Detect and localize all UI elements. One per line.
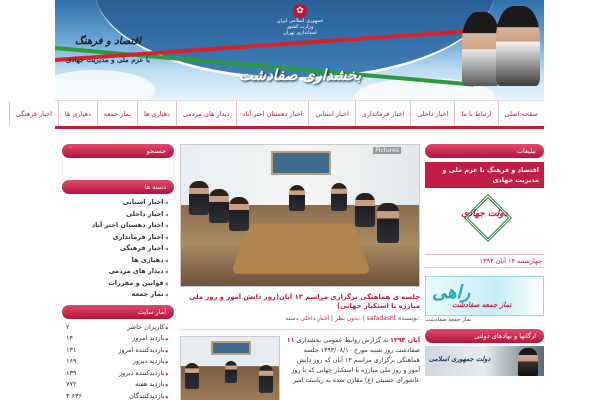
stat-row [66,391,168,400]
friday-prayer-banner[interactable] [425,276,544,316]
ads-title: تبلیغات [425,144,544,158]
search-box-title: جستجو [62,144,174,158]
stat-label: بازدیدکننده امروز ● [118,345,168,357]
category-link[interactable]: اخبار دهستان اختر آباد ◀ [62,220,168,232]
organs-title: ارگانها و نهادهای دولتی [425,329,544,343]
portrait-image [518,348,538,376]
banner-text: دولت جمهوری اسلامی [429,355,491,363]
stat-label: بازدیدکننده دیروز ● [119,368,168,380]
author-meta-label: نویسنده: [398,315,420,322]
stat-label: بازدیدکنندگان ● [129,391,168,400]
government-banner[interactable] [425,346,544,376]
category-link[interactable]: اخبار فرهنگی ◀ [62,243,168,255]
logo-line: وزارت کشور [286,24,314,30]
divider [180,329,420,330]
sidebar-right [425,144,544,376]
photo-person [289,185,305,211]
photo-person [377,203,399,243]
search-box[interactable] [62,158,174,178]
category-link[interactable]: قوانین و مقررات ◀ [62,278,168,290]
categories-title: دسته ها [62,180,174,194]
main-content [180,144,420,400]
post-title-link[interactable]: جلسه ی هماهنگی برگزاری مراسم ۱۳ آبان(روز دانش آموز و روز ملی مبارزه با استکبار جهانی) [189,293,420,310]
slogan-title: اقتصاد و فرهنگ [74,36,142,47]
nav-item-cultural-news[interactable]: اخبار فرهنگی [9,101,58,126]
post-meta: بدون نظر | اخبار داخلی دسته: | safadasht نویسنده: [285,315,420,322]
post-thumbnail[interactable] [180,336,280,400]
stat-row [66,379,168,391]
portrait-image [462,12,500,86]
featured-post-image[interactable] [180,144,420,287]
stat-value: ۳ ۶۳۶ [66,391,83,400]
post-date: ۱۱ آبان ۱۳۹۳ [286,337,420,344]
site-stats-list [62,319,174,400]
post-body: به گزارش روابط عمومی بخشداری صفادشت روز شنبه مورخ ۱۳۹۳/۰۸/۱۰ جلسه هماهنگی برگزاری مراسم ۱۳ آبان که روز دانش آموز و روز ملی مبارزه با استکبار جهانی که با روز عاشورای حسینی (ع) مقارن شده به ریاست امیر [291,337,420,384]
prayer-caption: نماز جمعه صفادشت [425,317,472,323]
nav-item-friday-prayer[interactable]: نماز جمعه [97,101,137,126]
nav-item-home[interactable]: صفحه اصلی [498,101,544,126]
post-excerpt [180,336,420,400]
stat-value: ۲ [66,322,70,331]
emblem-icon: ✿ [293,4,307,18]
photo-label: Pictures [375,147,399,154]
nav-item-contact[interactable]: ارتباط با ما [454,101,497,126]
photo-person [259,365,273,393]
site-header [55,0,544,100]
stat-value: ۱۴ [66,334,73,342]
stat-value: ۷۷۲ [66,380,77,388]
stat-value: ۱۳۱ [66,345,77,354]
category-link[interactable]: اخبار داخلی [300,315,330,322]
nav-item-akhtarabad-news[interactable]: اخبار دهستان اختر آباد [236,101,309,126]
seal-icon [457,199,513,243]
category-link[interactable]: اخبار فرمانداری ◀ [62,232,168,244]
ad-banner-text[interactable]: اقتصاد و فرهنگ با عزم ملی و مدیریت جهادی [425,162,544,188]
stat-row [66,356,168,368]
stat-row [66,322,168,334]
cloud-decoration [55,70,155,100]
stat-row [66,368,168,380]
post-excerpt-text [286,336,420,386]
comments-link[interactable]: بدون نظر [334,315,359,322]
photo-person [209,189,229,223]
prayer-banner-title: راهی [432,282,471,303]
category-meta-label: دسته: [285,315,361,322]
categories-list [62,194,174,305]
photo-person [355,193,375,227]
photo-board [271,151,331,175]
stat-row [66,345,168,357]
stat-row [66,333,168,345]
nav-item-governorate-news[interactable]: اخبار فرمانداری [355,101,410,126]
stat-value: ۱۶۹ [66,357,77,365]
category-link[interactable]: اخبار داخلی ◀ [62,209,168,221]
nav-item-municipalities-2[interactable]: دهیاری ها [58,101,97,126]
category-link[interactable]: اخبار استانی ◀ [62,197,168,209]
logo-line: جمهوری اسلامی ایران [276,18,324,24]
stat-label: بازدید هفته ● [135,379,168,391]
prayer-banner-subtitle: نماز جمعه صفادشت [452,301,512,309]
slogan-subtitle: با عزم ملی و مدیریت جهادی [65,55,151,64]
category-link[interactable]: دهیاری ها ◀ [62,255,168,267]
nav-item-public-meetings[interactable]: دیدار های مردمی [176,101,236,126]
stat-value: ۱۳۹ [66,368,77,377]
leaders-portraits [462,4,542,86]
site-stats-title: آمار سایت [62,305,174,319]
photo-person [225,361,237,383]
category-link[interactable]: دیدار های مردمی ◀ [62,266,168,278]
main-navigation [15,100,544,129]
ad-logo[interactable] [425,188,544,254]
nav-item-internal-news[interactable]: اخبار داخلی [410,101,454,126]
stat-label: بازدید امروز ● [132,333,168,345]
photo-table [231,224,371,274]
government-emblem [260,4,340,36]
logo-line: استانداری تهران [283,30,317,36]
photo-person [189,181,209,215]
stat-label: بازدید دیروز ● [133,356,168,368]
nav-item-provincial-news[interactable]: اخبار استانی [308,101,354,126]
site-title[interactable]: بخشداری صفادشت [238,66,362,84]
sidebar-left [62,144,174,400]
photo-person [185,363,199,389]
author-link[interactable]: safadasht [366,315,397,322]
photo-person [331,183,347,211]
slogan-block [63,36,153,64]
photo-person [229,197,249,231]
nav-item-municipalities[interactable]: دهیاری ها [137,101,176,126]
seal-text: دولت جهادی [461,209,508,219]
portrait-image [496,6,540,86]
photo-board [211,341,251,355]
stat-label: کاربران حاضر ● [127,322,168,334]
current-date: چهارشنبه ۱۴ آبان ۱۳۹۳ [425,254,544,268]
category-link[interactable]: نماز جمعه ◀ [62,289,168,301]
